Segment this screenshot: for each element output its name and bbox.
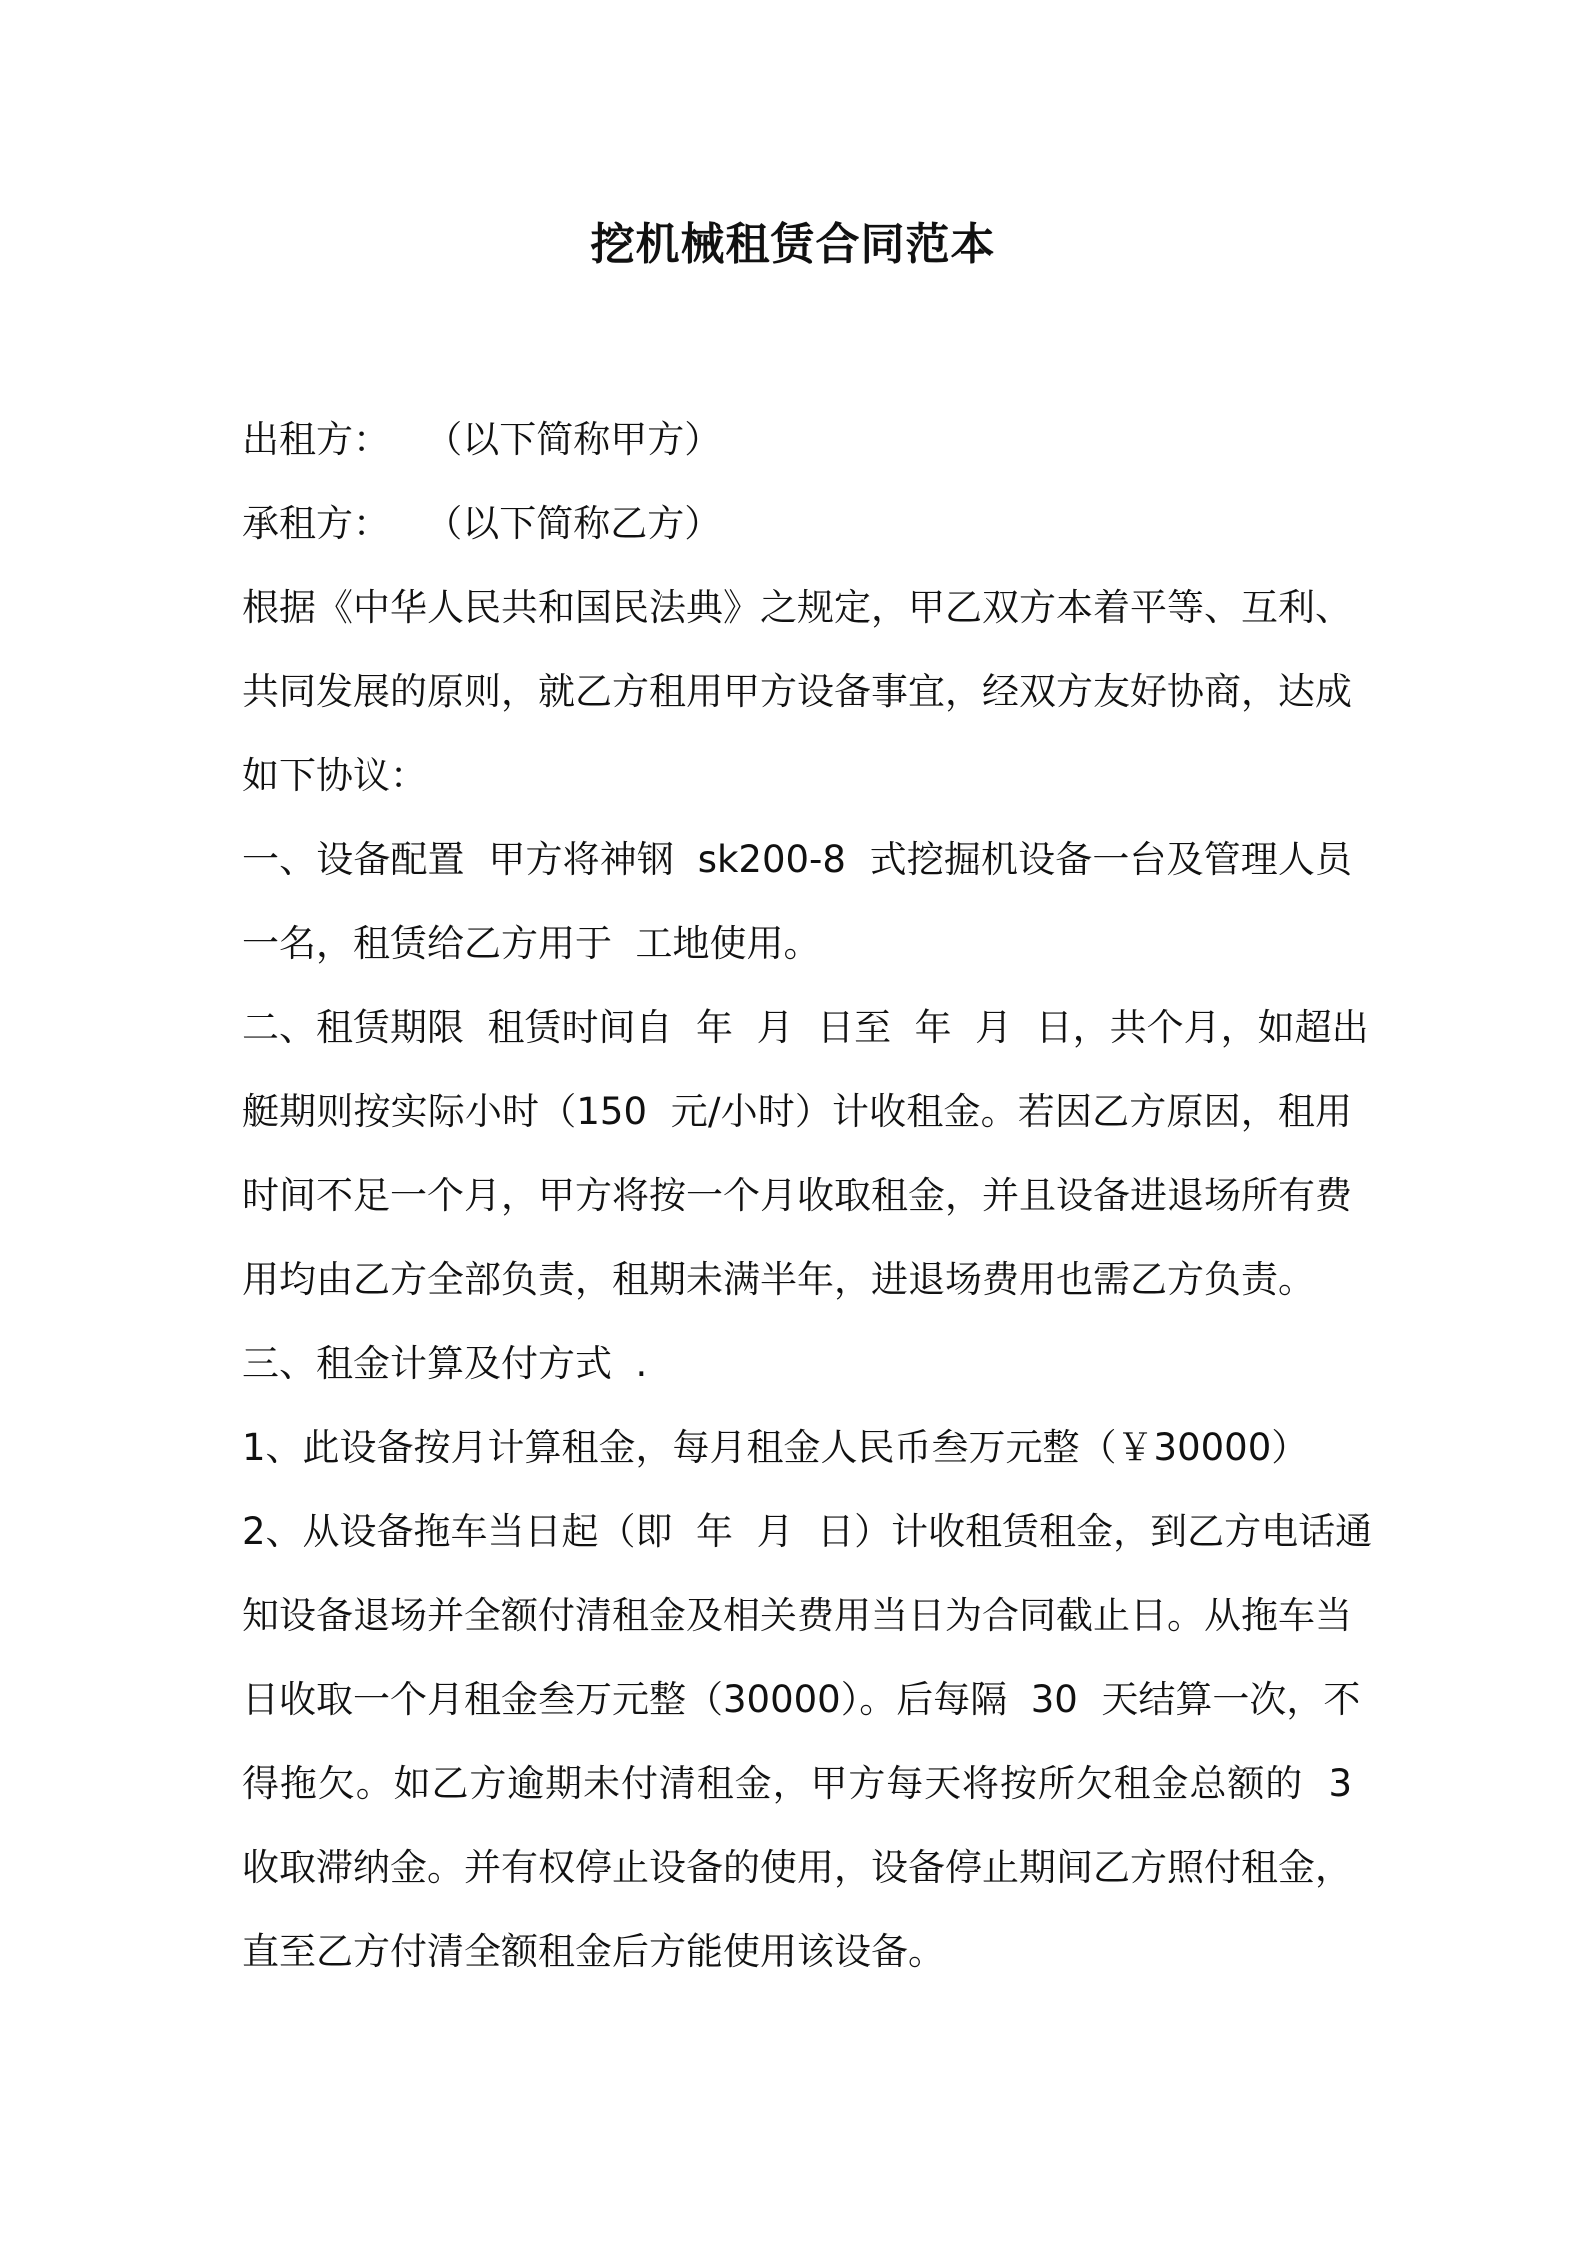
text-line: 用均由乙方全部负责，租期未满半年，进退场费用也需乙方负责。 <box>242 1258 1315 1301</box>
text-line: 承租方： （以下简称乙方） <box>242 502 722 545</box>
text-line: 日收取一个月租金叁万元整（30000）。后每隔 30 天结算一次，不 <box>242 1678 1361 1721</box>
text-line: 得拖欠。如乙方逾期未付清租金，甲方每天将按所欠租金总额的 3 <box>242 1762 1352 1805</box>
text-line: 共同发展的原则，就乙方租用甲方设备事宜，经双方友好协商，达成 <box>242 670 1352 713</box>
text-line: 艇期则按实际小时（150 元/小时）计收租金。若因乙方原因，租用 <box>242 1090 1352 1133</box>
text-line: 收取滞纳金。并有权停止设备的使用，设备停止期间乙方照付租金， <box>242 1846 1352 1889</box>
text-line: 直至乙方付清全额租金后方能使用该设备。 <box>242 1930 945 1973</box>
text-line: 2、从设备拖车当日起（即 年 月 日）计收租赁租金，到乙方电话通 <box>242 1510 1373 1553</box>
text-line: 如下协议： <box>242 754 427 797</box>
document-body <box>242 398 1373 1994</box>
text-line: 三、租金计算及付方式 . <box>242 1342 648 1385</box>
text-line: 根据《中华人民共和国民法典》之规定，甲乙双方本着平等、互利、 <box>242 586 1352 629</box>
document-title: 挖机械租赁合同范本 <box>590 219 996 270</box>
text-line: 二、租赁期限 租赁时间自 年 月 日至 年 月 日，共个月，如超出 <box>242 1006 1369 1049</box>
text-line: 一名，租赁给乙方用于 工地使用。 <box>242 922 821 965</box>
text-line: 1、此设备按月计算租金，每月租金人民币叁万元整（￥30000） <box>242 1426 1309 1469</box>
text-line: 出租方： （以下简称甲方） <box>242 418 722 461</box>
text-line: 一、设备配置 甲方将神钢 sk200-8 式挖掘机设备一台及管理人员 <box>242 838 1352 881</box>
text-line: 知设备退场并全额付清租金及相关费用当日为合同截止日。从拖车当 <box>242 1594 1352 1637</box>
text-line: 时间不足一个月，甲方将按一个月收取租金，并且设备进退场所有费 <box>242 1174 1352 1217</box>
